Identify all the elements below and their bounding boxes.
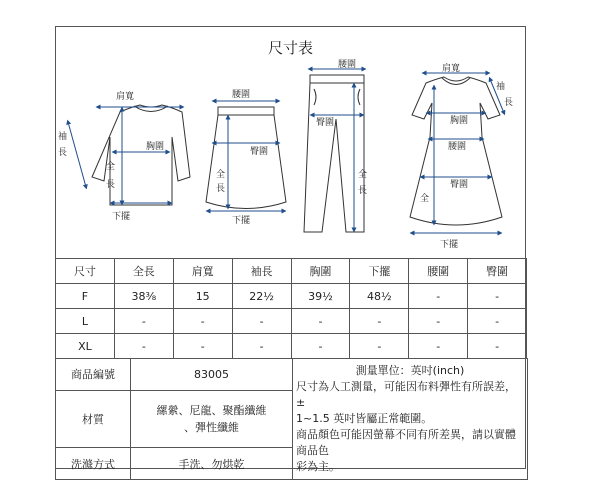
header-cell: 臀圍 [468,259,527,284]
table-cell: - [409,334,468,359]
material-value [131,390,293,447]
label-dress-sleeve-a: 袖 [496,82,506,92]
header-cell: 下擺 [350,259,409,284]
notes-line: 尺寸為人工測量，可能因布料彈性有所誤差，± [296,380,516,409]
table-cell: 39½ [291,284,350,309]
table-row [56,309,527,334]
label-shirt-hem: 下擺 [112,212,131,222]
size-table-header [56,259,527,284]
label-pants-length-a: 全 [358,170,368,180]
label-skirt-waist: 腰圍 [232,90,251,100]
material-line: 、彈性纖維 [184,420,239,434]
table-cell: - [468,284,527,309]
table-cell: - [173,309,232,334]
material-line: 縲縈、尼龍、聚酯纖維 [156,403,267,417]
header-cell: 胸圍 [291,259,350,284]
table-cell: - [114,309,173,334]
label-shirt-shoulder: 肩寬 [116,92,135,102]
table-cell: - [409,309,468,334]
table-cell: - [468,309,527,334]
product-info-table [55,358,528,480]
label-dress-hip: 臀圍 [450,180,469,190]
notes-line: 彩為主。 [296,460,340,473]
notes-line: 商品顏色可能因螢幕不同有所差異，請以實體商品色 [296,428,516,457]
measurement-labels [58,59,513,250]
material-label: 材質 [56,390,131,447]
label-pants-waist: 腰圍 [338,60,357,70]
table-cell: - [350,309,409,334]
table-cell: - [232,309,291,334]
label-pants-length-b: 長 [358,186,368,196]
table-cell: - [350,334,409,359]
table-cell: - [409,284,468,309]
label-skirt-hem: 下擺 [232,216,251,226]
label-dress-length: 全 [420,194,430,204]
pants-drawing [304,75,364,232]
table-row [56,284,527,309]
table-cell: - [114,334,173,359]
wash-value: 手洗、勿烘乾 [131,448,293,480]
label-shirt-length-b: 長 [106,180,116,190]
label-shirt-sleeve-b: 長 [58,148,68,158]
header-cell: 全長 [114,259,173,284]
label-shirt-chest: 胸圍 [146,142,165,152]
shirt-drawing [92,105,190,205]
label-skirt-length-b: 長 [216,184,226,194]
table-cell: 48½ [350,284,409,309]
header-cell: 肩寬 [173,259,232,284]
product-no-label: 商品編號 [56,359,131,391]
table-cell: L [56,309,115,334]
table-cell: - [291,334,350,359]
label-skirt-length-a: 全 [216,170,226,180]
label-dress-hem: 下擺 [440,240,459,250]
table-cell: XL [56,334,115,359]
label-pants-hip: 臀圍 [316,118,335,128]
table-cell: 15 [173,284,232,309]
label-shirt-length-a: 全 [106,162,116,172]
table-cell: 38⅜ [114,284,173,309]
table-cell: - [468,334,527,359]
size-chart-frame [55,26,526,473]
label-dress-sleeve-b: 長 [504,98,514,108]
notes-heading: 測量單位：英吋(inch) [355,364,465,377]
measurement-notes [293,359,528,480]
header-cell: 腰圍 [409,259,468,284]
label-dress-waist: 腰圍 [448,142,467,152]
garment-illustrations [56,27,527,259]
table-cell: 22½ [232,284,291,309]
size-table [55,258,527,359]
table-cell: F [56,284,115,309]
table-cell: - [173,334,232,359]
table-cell: - [232,334,291,359]
product-no-value: 83005 [131,359,293,391]
notes-line: 1~1.5 英吋皆屬正常範圍。 [296,412,433,425]
chart-title: 尺寸表 [267,39,313,57]
label-dress-chest: 胸圍 [450,116,469,126]
table-row [56,334,527,359]
label-skirt-hip: 臀圍 [250,147,269,157]
table-cell: - [291,309,350,334]
wash-label: 洗滌方式 [56,448,131,480]
label-dress-shoulder: 肩寬 [442,64,461,74]
label-shirt-sleeve-a: 袖 [58,132,68,142]
header-cell: 袖長 [232,259,291,284]
header-cell: 尺寸 [56,259,115,284]
